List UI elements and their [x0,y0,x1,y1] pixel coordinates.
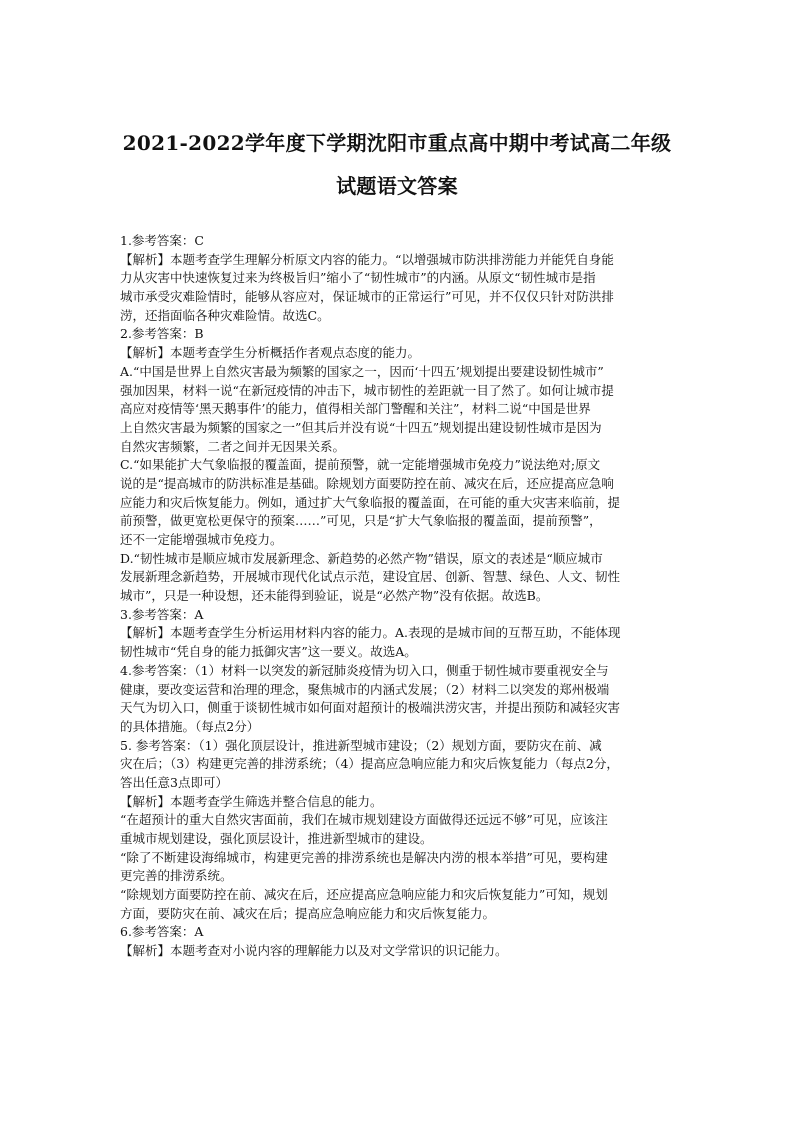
document-title-line-1: 2021-2022学年度下学期沈阳市重点高中期中考试高二年级 [122,131,672,155]
text-line: 重城市规划建设，强化顶层设计，推进新型城市的建设。 [120,831,433,846]
text-line: 力从灾害中快速恢复过来为终极旨归”缩小了“韧性城市”的内涵。从原文“韧性城市是指 [120,270,596,286]
text-line: C.“如果能扩大气象临报的覆盖面，提前预警，就一定能增强城市免疫力”说法绝对;原文 [120,457,601,473]
text-line: “在超预计的重大自然灾害面前，我们在城市规划建设方面做得还远远不够”可见，应该注 [120,812,608,828]
text-line: 方面，要防灾在前、减灾在后；提高应急响应能力和灾后恢复能力。 [120,905,496,921]
text-line: 自然灾害频繁，二者之间并无因果关系。 [120,438,346,454]
text-line: 韧性城市“凭自身的能力抵御灾害”这一要义。故选A。 [120,644,417,660]
text-line: 1.参考答案：C [120,233,204,248]
text-line: 还不一定能增强城市免疫力。 [120,532,283,547]
text-line: 【解析】本题考查学生理解分析原文内容的能力。“以增强城市防洪排涝能力并能凭自身能 [120,251,614,267]
text-line: 【解析】本题考查学生筛选并整合信息的能力。 [120,793,383,809]
text-line: 上自然灾害最为频繁的国家之一”但其后并没有说“十四五”规划提出建设韧性城市是因为 [120,419,602,435]
text-line: 6.参考答案：A [120,924,204,940]
text-line: 的具体措施。（每点2分） [120,718,260,734]
text-line: 前预警，做更宽松更保守的预案……”可见，只是“扩大气象临报的覆盖面，提前预警”， [120,513,602,529]
text-line: 【解析】本题考查对小说内容的理解能力以及对文学常识的识记能力。 [120,943,508,959]
text-line: “除了不断建设海绵城市，构建更完善的排涝系统也是解决内涝的根本举措”可见，要构建 [120,849,608,865]
text-line: 说的是“提高城市的防洪标准是基础。除规划方面要防控在前、减灾在后，还应提高应急响 [120,475,614,491]
text-line: 2.参考答案：B [120,326,204,342]
text-line: 涝，还指面临各种灾难险情。故选C。 [120,307,330,323]
text-line: “除规划方面要防控在前、减灾在后，还应提高应急响应能力和灾后恢复能力”可知，规划 [120,887,608,903]
text-line: 发展新理念新趋势，开展城市现代化试点示范，建设宜居、创新、智慧、绿色、人文、韧性 [120,569,621,585]
text-line: 灾在后；（3）构建更完善的排涝系统；（4）提高应急响应能力和灾后恢复能力（每点2分， [120,756,619,772]
text-line: 城市”，只是一种设想，还未能得到验证，说是“必然产物”没有依据。故选B。 [120,588,549,604]
text-line: 城市承受灾难险情时，能够从容应对，保证城市的正常运行”可见，并不仅仅只针对防洪排 [120,289,614,305]
text-line: 应能力和灾后恢复能力。例如，通过扩大气象临报的覆盖面，在可能的重大灾害来临前，提 [120,494,621,510]
text-line: 【解析】本题考查学生分析概括作者观点态度的能力。 [120,345,421,361]
text-line: 更完善的排涝系统。 [120,868,233,884]
text-line: 【解析】本题考查学生分析运用材料内容的能力。A.表现的是城市间的互帮互助，不能体现 [120,625,621,641]
text-line: 强加因果，材料一说“在新冠疫情的冲击下，城市韧性的差距就一目了然了。如何让城市提 [120,382,614,398]
answer-body [120,232,680,961]
document-title-line-2: 试题语文答案 [336,174,458,198]
text-line: 3.参考答案：A [120,606,204,622]
text-line: 4.参考答案：（1）材料一以突发的新冠肺炎疫情为切入口，侧重于韧性城市要重视安全与 [120,662,609,678]
text-line: 天气为切入口，侧重于谈韧性城市如何面对超预计的极端洪涝灾害，并提出预防和减轻灾害 [120,700,621,716]
text-line: D.“韧性城市是顺应城市发展新理念、新趋势的必然产物”错误，原文的表述是“顺应城市 [120,550,603,566]
text-line: 5. 参考答案：（1）强化顶层设计，推进新型城市建设；（2）规划方面，要防灾在前、减 [120,737,602,753]
text-line: 健康，要改变运营和治理的理念，聚焦城市的内涵式发展；（2）材料二以突发的郑州极端 [120,681,610,697]
text-line: 答出任意3点即可） [120,774,228,790]
text-line: A.“中国是世界上自然灾害最为频繁的国家之一，因而‘十四五’规划提出要建设韧性城市” [120,363,604,379]
text-line: 高应对疫情等‘黑天鹅事件’的能力，值得相关部门警醒和关注”，材料二说“中国是世界 [120,401,591,417]
